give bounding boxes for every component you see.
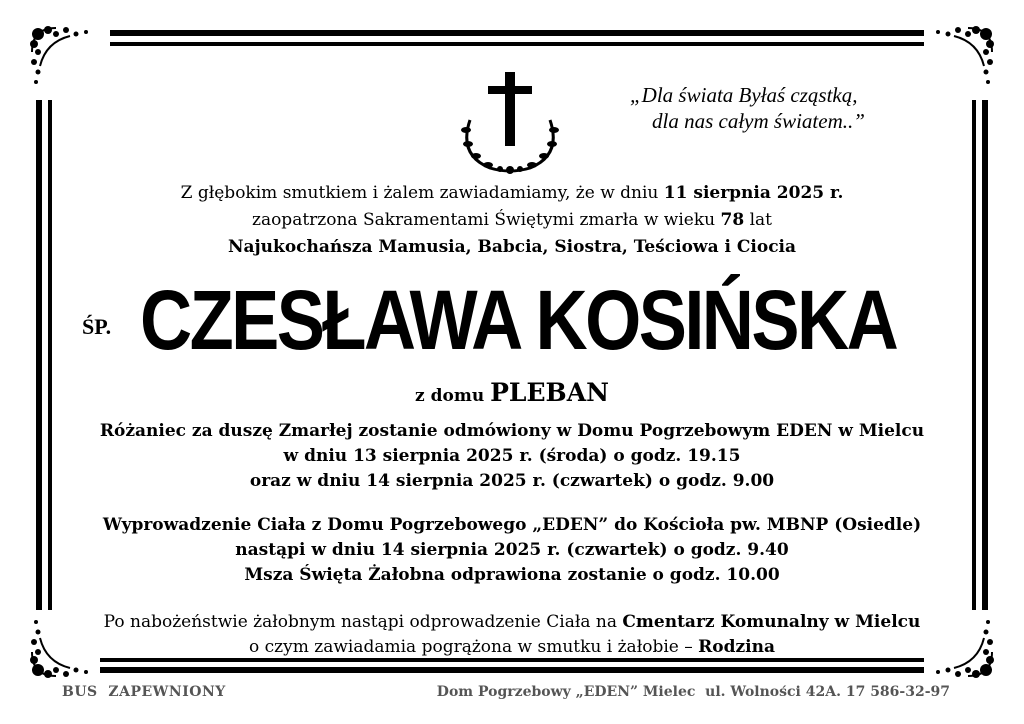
- motto-quote: [630, 82, 930, 134]
- rosary-line-1: Różaniec za duszę Zmarłej zostanie odmówiony w Domu Pogrzebowym EDEN w Mielcu: [99, 421, 925, 441]
- deceased-name-row: [0, 273, 1024, 367]
- maiden-surname: PLEBAN: [490, 378, 609, 407]
- funeral-line-3: Msza Święta Żałobna odprawiona zostanie o godz. 10.00: [244, 565, 780, 585]
- floral-corner-icon: [928, 22, 998, 92]
- frame-top-outer: [110, 30, 924, 36]
- rosary-info: [40, 419, 984, 494]
- family-signature: Rodzina: [698, 637, 775, 657]
- age: 78: [720, 210, 745, 230]
- motto-line-1: „Dla świata Byłaś cząstką,: [630, 83, 858, 107]
- maiden-label: z domu: [415, 386, 491, 406]
- intro-line-2: zaopatrzona Sakramentami Świętymi zmarła w wieku 78 lat: [251, 210, 772, 230]
- funeral-line-1: Wyprowadzenie Ciała z Domu Pogrzebowego „EDEN” do Kościoła pw. MBNP (Osiedle): [102, 515, 922, 535]
- intro-line-3: Najukochańsza Mamusia, Babcia, Siostra, Teściowa i Ciocia: [227, 237, 797, 257]
- cross-icon: [450, 70, 570, 180]
- deceased-name: CZESŁAWA KOSIŃSKA: [140, 273, 897, 367]
- intro-line-1: Z głębokim smutkiem i żalem zawiadamiamy, że w dniu 11 sierpnia 2025 r.: [180, 183, 844, 203]
- cemetery-line-2: o czym zawiadamia pogrążona w smutku i żałobie – Rodzina: [249, 637, 775, 657]
- intro-text: [40, 180, 984, 261]
- footer-funeral-home: Dom Pogrzebowy „EDEN” Mielec ul. Wolności 42A. 17 586-32-97: [436, 684, 950, 700]
- floral-corner-icon: [26, 22, 96, 92]
- frame-bottom-outer: [100, 667, 924, 673]
- maiden-name: [40, 378, 984, 407]
- cemetery-info: [40, 610, 984, 660]
- cemetery-line-1: Po nabożeństwie żałobnym nastąpi odprowadzenie Ciała na Cmentarz Komunalny w Mielcu: [103, 612, 921, 632]
- footer-bus-note: BUS ZAPEWNIONY: [62, 684, 226, 700]
- rosary-line-2: w dniu 13 sierpnia 2025 r. (środa) o godz. 19.15: [283, 446, 741, 466]
- death-date: 11 sierpnia 2025 r.: [663, 183, 844, 203]
- frame-top-inner: [110, 42, 924, 46]
- motto-line-2: dla nas całym światem..”: [652, 109, 865, 133]
- name-prefix: ŚP.: [82, 314, 112, 339]
- funeral-info: [40, 513, 984, 588]
- rosary-line-3: oraz w dniu 14 sierpnia 2025 r. (czwartek) o godz. 9.00: [249, 471, 775, 491]
- funeral-line-2: nastąpi w dniu 14 sierpnia 2025 r. (czwartek) o godz. 9.40: [235, 540, 789, 560]
- cemetery-place: Cmentarz Komunalny w Mielcu: [622, 612, 921, 632]
